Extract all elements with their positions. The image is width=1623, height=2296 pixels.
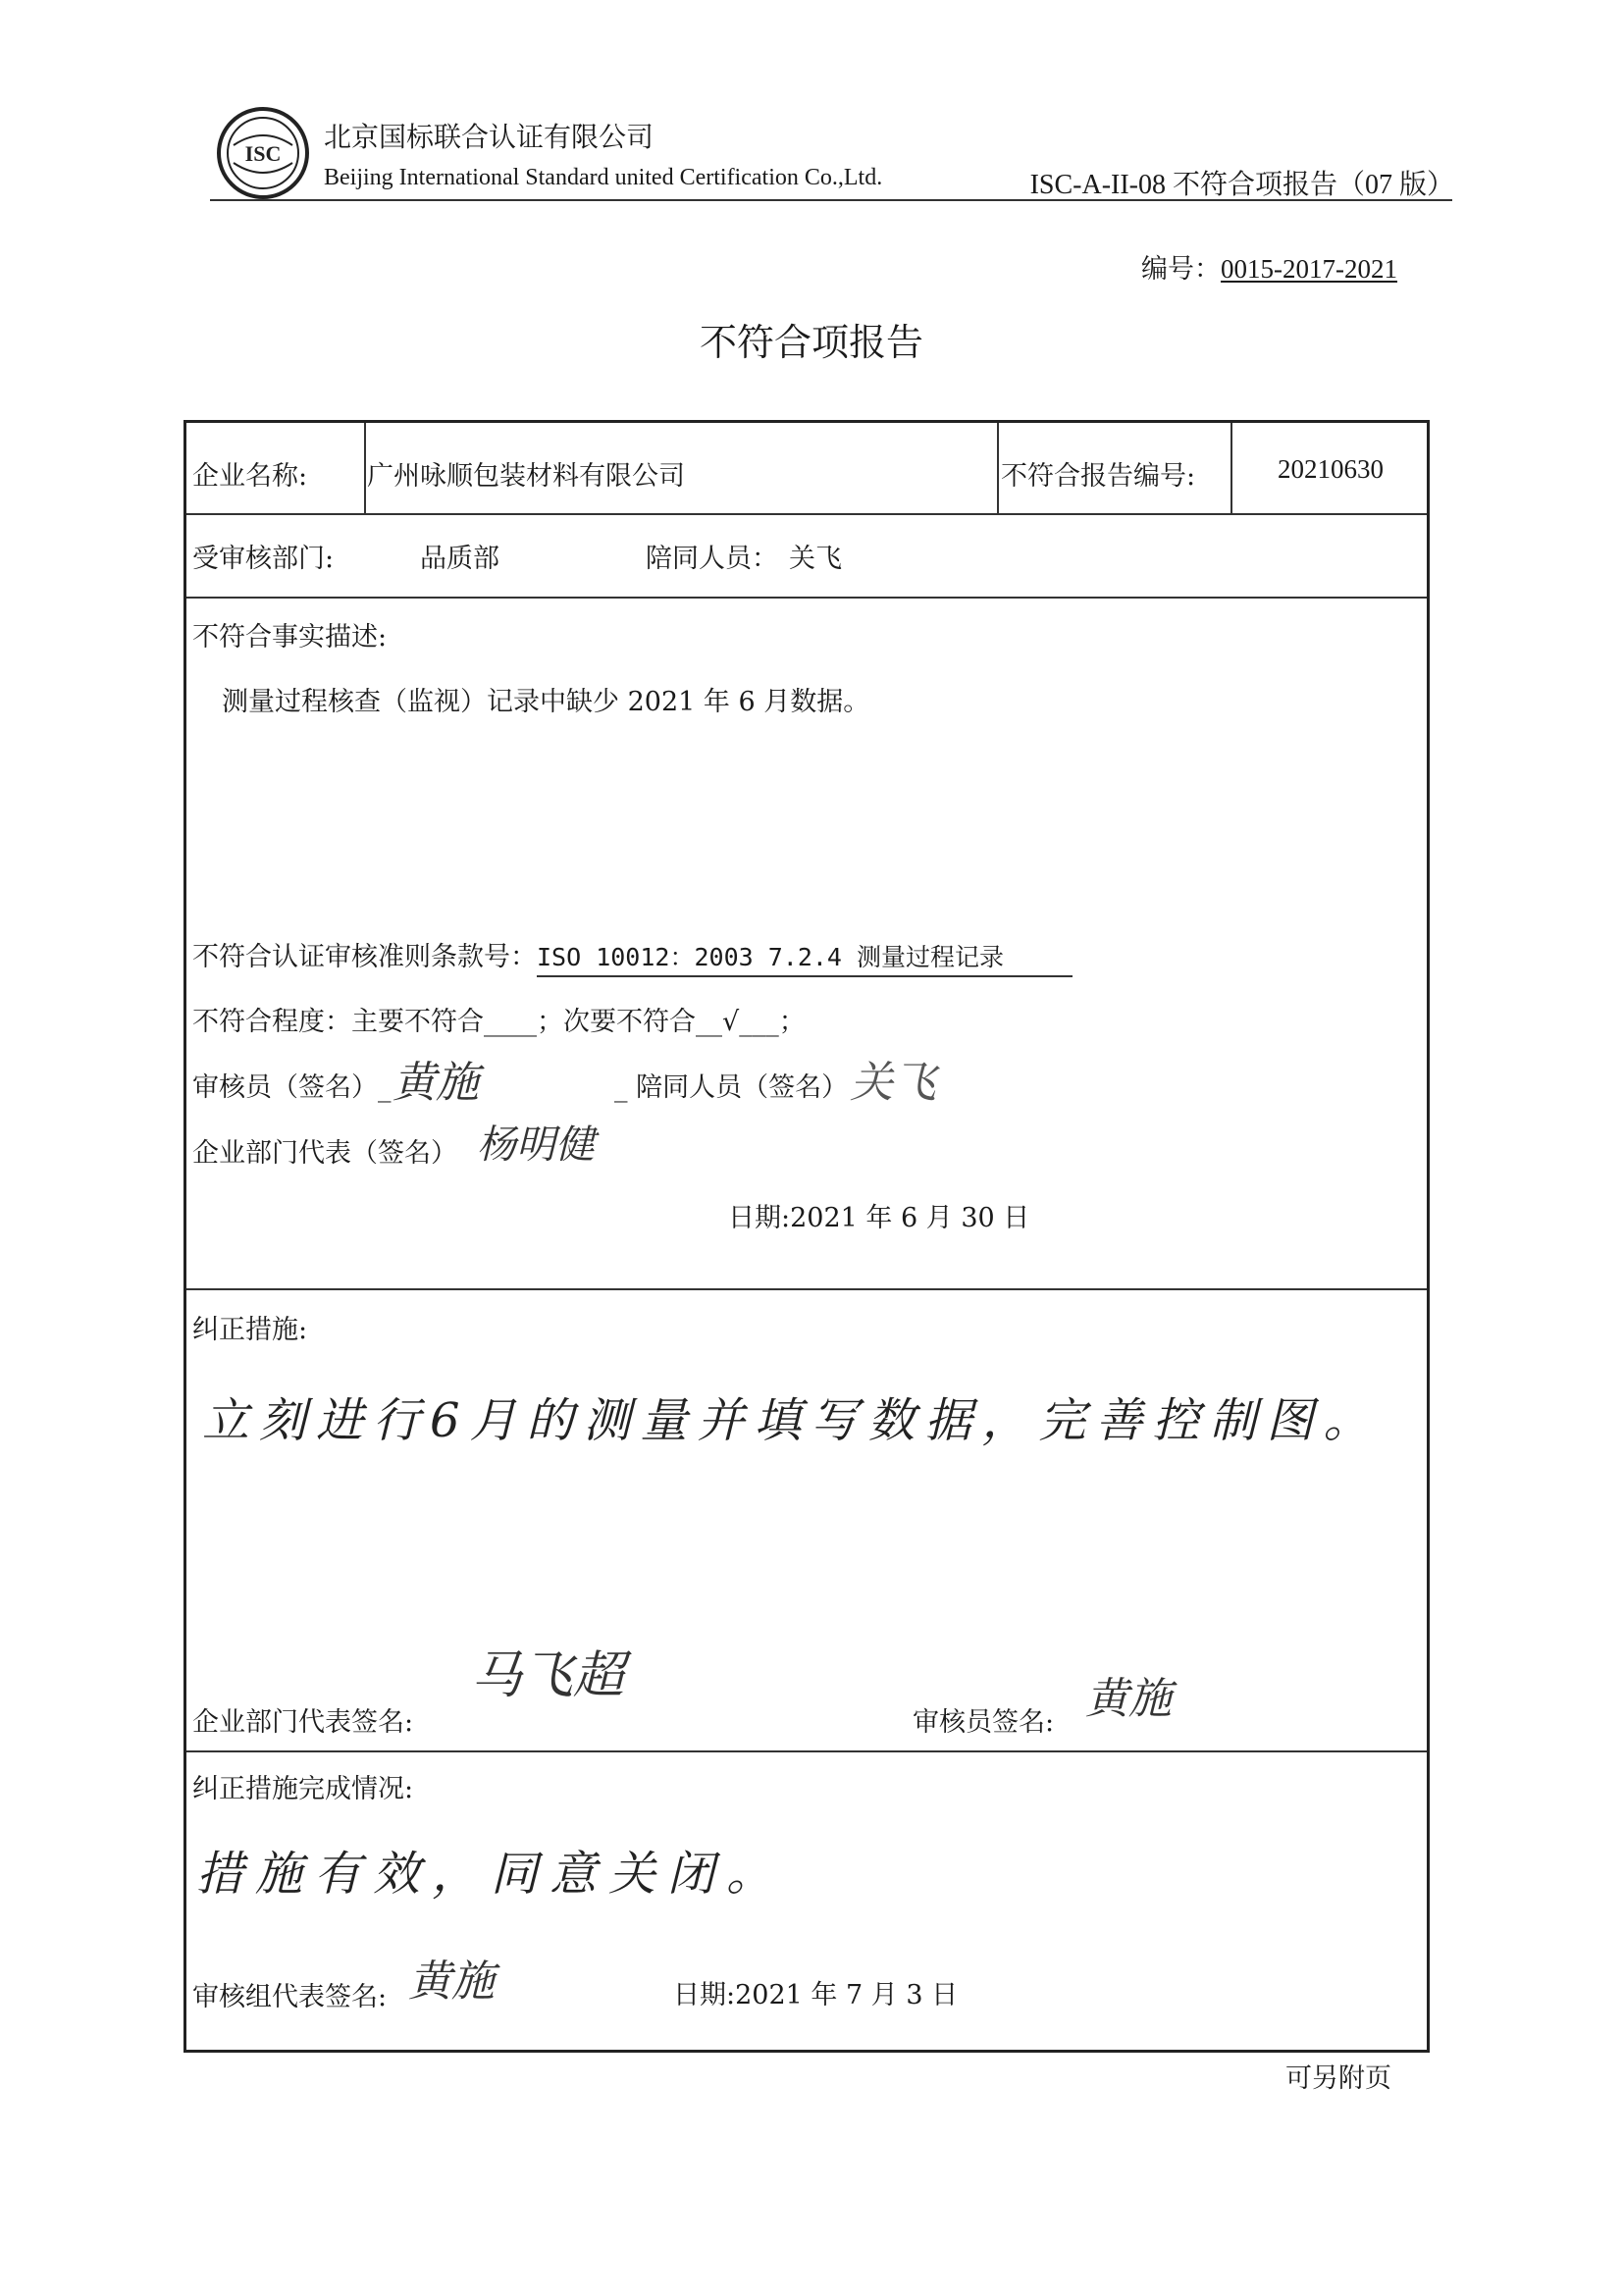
degree-minor: __√___ bbox=[696, 1007, 779, 1037]
auditor-sign-label: 审核员（签名）_ bbox=[192, 1072, 392, 1103]
clause-value: ISO 10012：2003 7.2.4 测量过程记录 bbox=[537, 943, 1005, 971]
audited-dept-value: 品质部 bbox=[420, 544, 499, 574]
header-divider bbox=[210, 199, 1452, 201]
report-number-label: 不符合报告编号: bbox=[1001, 461, 1196, 492]
facts-text: 测量过程核查（监视）记录中缺少 2021 年 6 月数据。 bbox=[222, 687, 870, 717]
group-rep-label: 审核组代表签名: bbox=[192, 1982, 388, 2012]
completion-date: 日期:2021 年 7 月 3 日 bbox=[673, 1980, 959, 2010]
document-number-value: 0015-2017-2021 bbox=[1221, 254, 1397, 284]
cell-divider-1 bbox=[364, 423, 366, 513]
corrective-rep-label: 企业部门代表签名: bbox=[192, 1707, 414, 1738]
row-divider-2 bbox=[186, 597, 1427, 599]
completion-text: 措施有效，同意关闭。 bbox=[196, 1847, 786, 1902]
report-form bbox=[183, 420, 1430, 2053]
corrective-rep-signature: 马飞超 bbox=[471, 1646, 625, 1705]
completion-label: 纠正措施完成情况: bbox=[192, 1774, 414, 1804]
clause-line bbox=[192, 935, 1073, 977]
isc-logo bbox=[216, 106, 310, 200]
degree-sep: ；次要不符合 bbox=[537, 1007, 696, 1037]
report-number-value: 20210630 bbox=[1278, 454, 1384, 484]
escort-signature: 关飞 bbox=[850, 1058, 936, 1108]
clause-label: 不符合认证审核准则条款号： bbox=[192, 935, 537, 977]
escort-label: 陪同人员： bbox=[646, 544, 778, 574]
document-number-label: 编号： bbox=[1141, 254, 1222, 285]
auditor-sign-label-text: 审核员（签名） bbox=[192, 1072, 378, 1103]
corrective-label: 纠正措施: bbox=[192, 1315, 308, 1345]
attachment-note: 可另附页 bbox=[1285, 2063, 1391, 2094]
degree-line bbox=[192, 1000, 806, 1038]
corrective-auditor-label: 审核员签名: bbox=[913, 1707, 1055, 1738]
escort-value: 关飞 bbox=[789, 544, 842, 574]
cell-divider-3 bbox=[1230, 423, 1232, 513]
company-value: 广州咏顺包装材料有限公司 bbox=[367, 461, 685, 492]
degree-label: 不符合程度：主要不符合 bbox=[192, 1007, 484, 1037]
dept-rep-sign-label: 企业部门代表（签名） bbox=[192, 1138, 457, 1169]
row-divider-3 bbox=[186, 1288, 1427, 1290]
corrective-text: 立刻进行6月的测量并填写数据，完善控制图。 bbox=[202, 1393, 1381, 1448]
company-name-en: Beijing International Standard united Certification Co.,Ltd. bbox=[324, 165, 883, 190]
escort-sign-label-text: 陪同人员（签名） bbox=[636, 1072, 849, 1103]
svg-text:ISC: ISC bbox=[244, 141, 282, 166]
audited-dept-label: 受审核部门: bbox=[192, 544, 335, 574]
form-code: ISC-A-II-08 不符合项报告（07 版） bbox=[1029, 170, 1454, 200]
document-number bbox=[1141, 247, 1397, 286]
escort-sign-label: _ 陪同人员（签名） bbox=[614, 1072, 849, 1103]
dept-rep-signature: 杨明健 bbox=[477, 1122, 595, 1168]
page-title: 不符合项报告 bbox=[699, 321, 923, 364]
facts-date: 日期:2021 年 6 月 30 日 bbox=[728, 1203, 1030, 1233]
row-divider-4 bbox=[186, 1750, 1427, 1752]
degree-end: ； bbox=[778, 1007, 806, 1037]
degree-major: ____ bbox=[484, 1007, 537, 1037]
company-label: 企业名称: bbox=[192, 461, 308, 492]
row-divider-1 bbox=[186, 513, 1427, 515]
facts-label: 不符合事实描述: bbox=[192, 622, 388, 652]
group-rep-signature: 黄施 bbox=[408, 1957, 495, 2007]
auditor-signature: 黄施 bbox=[393, 1058, 479, 1108]
company-name-cn: 北京国标联合认证有限公司 bbox=[324, 121, 654, 153]
corrective-auditor-signature: 黄施 bbox=[1085, 1674, 1172, 1724]
cell-divider-2 bbox=[997, 423, 999, 513]
